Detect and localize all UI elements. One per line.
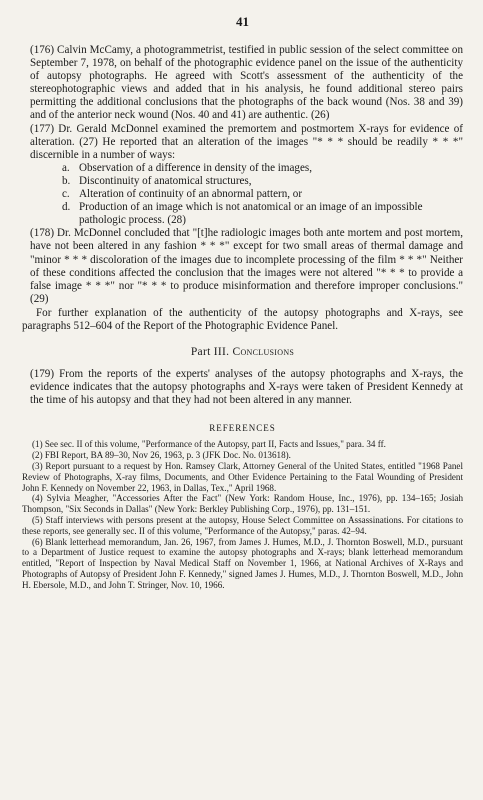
list-item xyxy=(62,188,463,201)
references-title: REFERENCES xyxy=(209,423,276,434)
list-item-letter: c. xyxy=(62,188,70,201)
list-item xyxy=(62,201,463,227)
reference-item: (6) Blank letterhead memorandum, Jan. 26, 1967, from James J. Humes, M.D., J. Thornton Boswell, M.D., pursuant to a Department of Justice request to examine the autopsy photographs and X-rays; blank letterhead memorandum entitled, "Report of Inspection by Naval Medical Staff on November 1, 1966, at National Archives of X-Rays and Photographs of Autopsy of President John F. Kennedy," signed James J. Humes, M.D., J. Thornton Boswell, M.D., John H. Ebersole, M.D., and John T. Stringer, Nov. 10, 1966. xyxy=(22,536,463,590)
paragraph-178: (178) Dr. McDonnel concluded that "[t]he radiologic images both ante mortem and post mortem, have not been altered in any fashion * * *" except for two small areas of thermal damage and "minor * * * discoloration of the images due to incomplete processing of the film * * *" Neither of these conditions affected the conclusion that the images were not altered "* * * to provide a false image * * *" nor "* * * to produce misinformation and therefore improper conclusions." (29) xyxy=(30,227,463,305)
further-explanation: For further explanation of the authenticity of the autopsy photographs and X-rays, see paragraphs 512–604 of the Report of the Photographic Evidence Panel. xyxy=(22,306,463,332)
reference-item: (4) Sylvia Meagher, "Accessories After the Fact" (New York: Random House, Inc., 1976), pp. 134–165; Josiah Thompson, "Six Seconds in Dallas" (New York: Berkley Publishing Corp., 1976), pp. 131–151. xyxy=(22,493,463,515)
part-heading-title: Conclusions xyxy=(232,346,295,359)
part-heading xyxy=(22,346,463,358)
list-item-letter: b. xyxy=(62,174,71,187)
list-item-text: Alteration of continuity of an abnormal pattern, or xyxy=(79,188,303,201)
list-item-letter: d. xyxy=(62,201,71,214)
list-item-text: Discontinuity of anatomical structures, xyxy=(79,174,252,187)
reference-item: (5) Staff interviews with persons present at the autopsy, House Select Committee on Assassinations. For citations to these reports, see generally sec. II of this volume, "Performance of the Autopsy," paras. 42–94. xyxy=(22,514,463,536)
list-item-letter: a. xyxy=(62,161,70,174)
list-item-text: Observation of a difference in density of the images, xyxy=(79,161,312,174)
list-item xyxy=(62,175,463,188)
alteration-criteria-list xyxy=(62,162,463,227)
list-item-text: Production of an image which is not anatomical or an image of an impossible pathologic process. (28) xyxy=(79,201,423,227)
reference-item: (3) Report pursuant to a request by Hon. Ramsey Clark, Attorney General of the United States, entitled "1968 Panel Review of Photographs, X-ray films, Documents, and Other Evidence Pertaining to the Fatal Wounding of President John F. Kennedy on November 22, 1963, in Dallas, Tex.," April 1968. xyxy=(22,460,463,493)
paragraph-177: (177) Dr. Gerald McDonnel examined the premortem and postmortem X-rays for evidence of alteration. (27) He reported that an alteration of the images "* * * should be readily * * *" discernible in a number of ways: xyxy=(30,122,463,161)
reference-item: (2) FBI Report, BA 89–30, Nov 26, 1963, p. 3 (JFK Doc. No. 013618). xyxy=(32,450,291,461)
part-heading-prefix: Part III. xyxy=(190,346,230,359)
page-number: 41 xyxy=(236,14,249,29)
reference-item: (1) See sec. II of this volume, "Performance of the Autopsy, part II, Facts and Issues," para. 34 ff. xyxy=(32,439,386,450)
paragraph-179: (179) From the reports of the experts' analyses of the autopsy photographs and X-rays, the evidence indicates that the autopsy photographs and X-rays were taken of President Kennedy at the time of his autopsy and that they had not been altered in any manner. xyxy=(30,368,463,407)
list-item xyxy=(62,162,463,175)
paragraph-176: (176) Calvin McCamy, a photogrammetrist, testified in public session of the select committee on September 7, 1978, on behalf of the photographic evidence panel on the issue of the authenticity of autopsy photographs. He agreed with Scott's assessment of the authenticity of the stereophotographic views and added that in his analysis, he found additional stereo pairs permitting the additional conclusions that the photographs of the back wound (Nos. 38 and 39) and of the anterior neck wound (Nos. 40 and 41) are authentic. (26) xyxy=(30,44,463,122)
